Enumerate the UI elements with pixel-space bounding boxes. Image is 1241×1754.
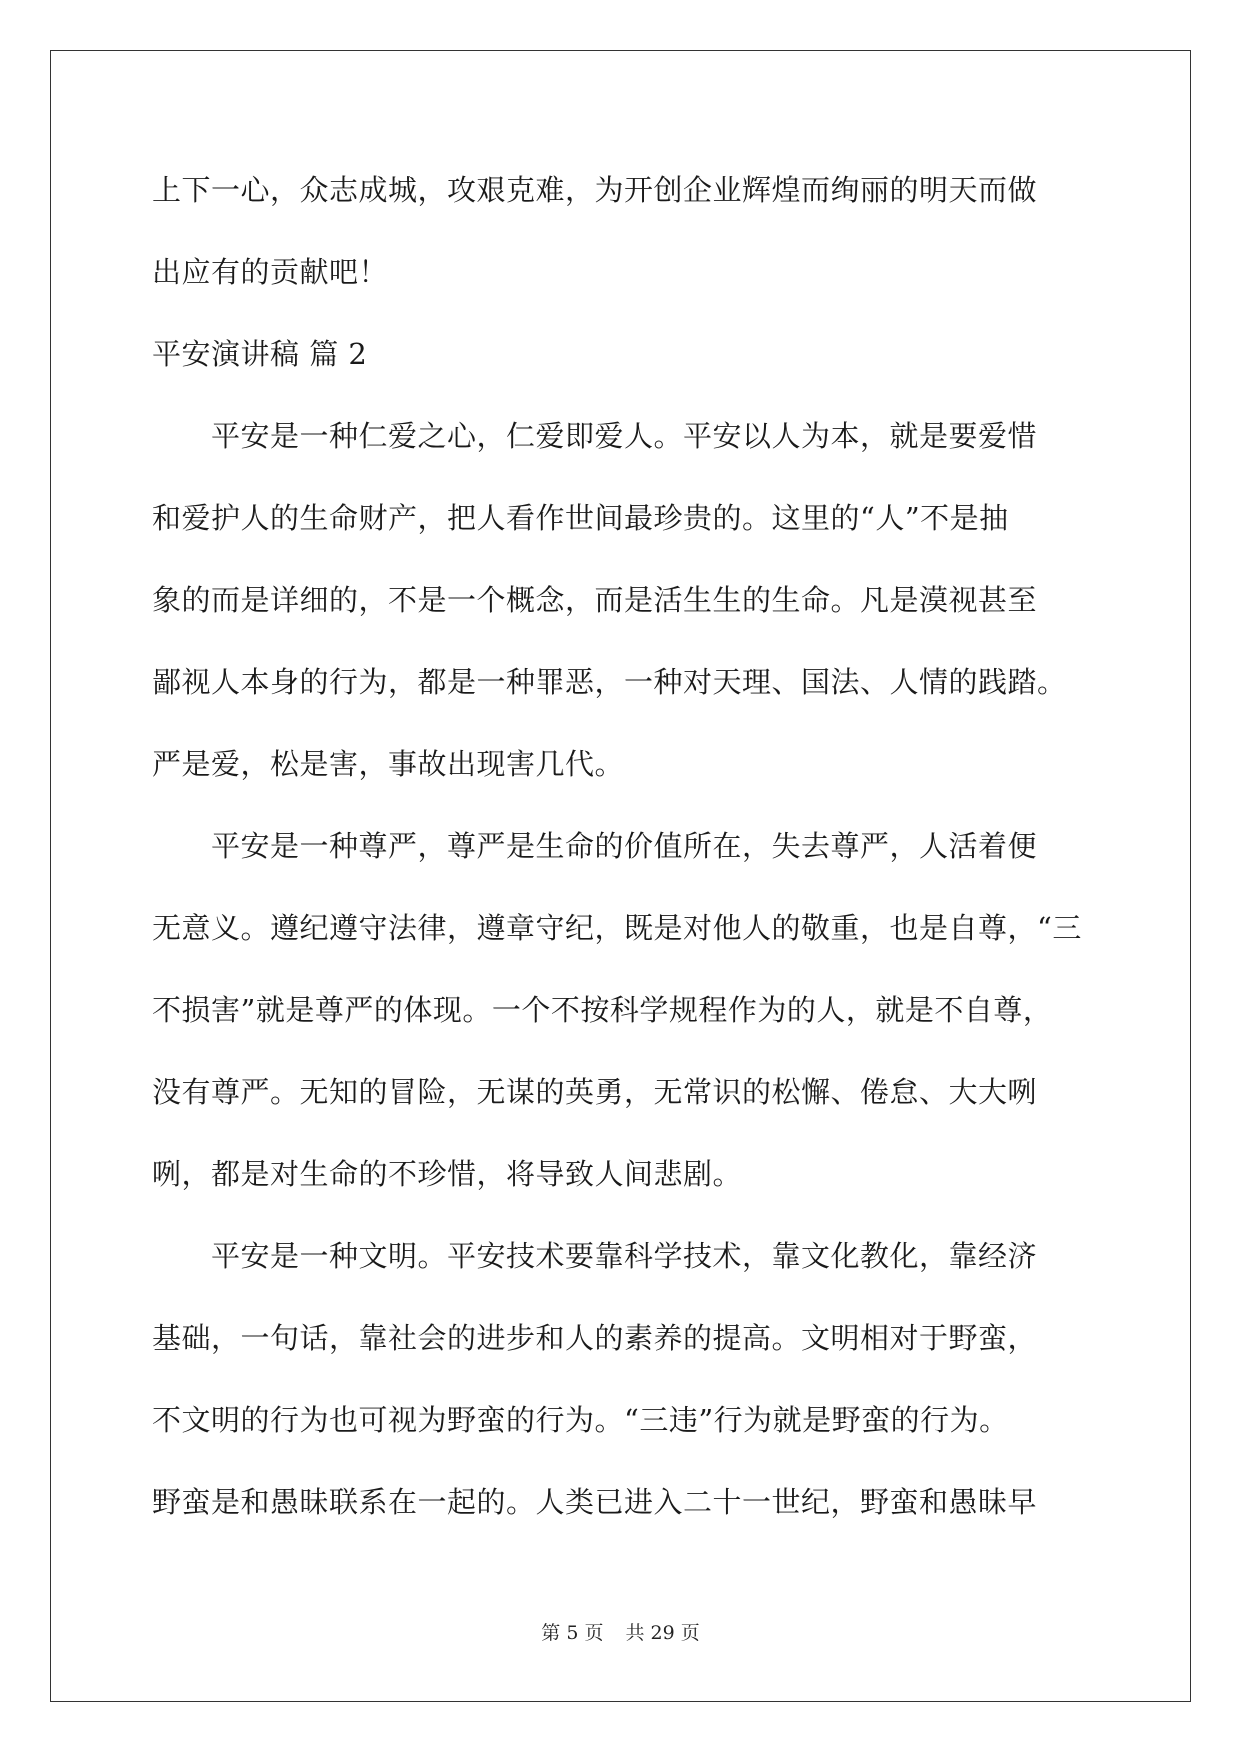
page-number: 第 5 页: [541, 1622, 604, 1644]
text-line: 鄙视人本身的行为，都是一种罪恶，一种对天理、国法、人情的践踏。: [152, 665, 1067, 699]
text-line: 平安是一种尊严，尊严是生命的价值所在，失去尊严，人活着便: [152, 829, 1038, 863]
text-line: 平安是一种文明。平安技术要靠科学技术，靠文化教化，靠经济: [152, 1239, 1038, 1273]
text-line: 不文明的行为也可视为野蛮的行为。“三违”行为就是野蛮的行为。: [152, 1403, 1009, 1437]
text-line: 咧，都是对生命的不珍惜，将导致人间悲剧。: [152, 1157, 743, 1191]
text-line: 无意义。遵纪遵守法律，遵章守纪，既是对他人的敬重，也是自尊，“三: [152, 911, 1082, 945]
page-total: 共 29 页: [625, 1622, 700, 1644]
text-line: 不损害”就是尊严的体现。一个不按科学规程作为的人，就是不自尊，: [152, 993, 1053, 1027]
page-footer: [0, 1618, 1241, 1645]
document-body: [152, 160, 1092, 1554]
text-line: 上下一心，众志成城，攻艰克难，为开创企业辉煌而绚丽的明天而做: [152, 173, 1038, 207]
section-heading: 平安演讲稿 篇 2: [152, 337, 368, 371]
text-line: 和爱护人的生命财产，把人看作世间最珍贵的。这里的“人”不是抽: [152, 501, 1009, 535]
text-line: 象的而是详细的，不是一个概念，而是活生生的生命。凡是漠视甚至: [152, 583, 1038, 617]
text-line: 出应有的贡献吧！: [152, 255, 389, 289]
text-line: 基础，一句话，靠社会的进步和人的素养的提高。文明相对于野蛮，: [152, 1321, 1038, 1355]
text-line: 严是爱，松是害，事故出现害几代。: [152, 747, 625, 781]
text-line: 没有尊严。无知的冒险，无谋的英勇，无常识的松懈、倦怠、大大咧: [152, 1075, 1038, 1109]
text-line: 野蛮是和愚昧联系在一起的。人类已进入二十一世纪，野蛮和愚昧早: [152, 1485, 1038, 1519]
text-line: 平安是一种仁爱之心，仁爱即爱人。平安以人为本，就是要爱惜: [152, 419, 1038, 453]
